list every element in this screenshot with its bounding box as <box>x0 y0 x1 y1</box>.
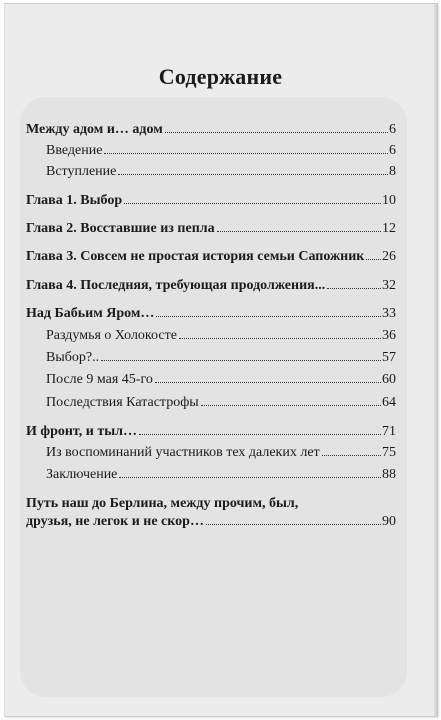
leader-dots <box>179 338 381 339</box>
leader-dots <box>322 455 381 456</box>
leader-dots <box>139 434 381 435</box>
toc-entry <box>46 163 396 180</box>
toc-entry-page: 10 <box>382 193 396 208</box>
toc-entry-page: 90 <box>382 514 396 529</box>
toc-entry-label: После 9 мая 45-го <box>46 372 153 387</box>
toc-entry-label: Глава 3. Совсем не простая история семьи Сапожник <box>26 249 365 264</box>
leader-dots <box>118 174 388 175</box>
toc-entry-page: 57 <box>382 350 396 365</box>
leader-dots <box>327 288 381 289</box>
toc-entry-page: 33 <box>382 306 396 321</box>
leader-dots <box>201 405 381 406</box>
toc-entry <box>26 305 396 322</box>
toc-entry-label: Последствия Катастрофы <box>46 395 199 410</box>
leader-dots <box>206 524 381 525</box>
toc-entry <box>26 494 396 530</box>
leader-dots <box>366 259 381 260</box>
toc-entry-label: Глава 4. Последняя, требующая продолжения... <box>26 278 326 293</box>
leader-dots <box>155 382 381 383</box>
toc-entry <box>26 121 396 138</box>
toc-entry-page: 60 <box>382 372 396 387</box>
toc-entry-label: Раздумья о Холокосте <box>46 328 177 343</box>
toc-entry-label: Над Бабьим Яром… <box>26 306 155 321</box>
leader-dots <box>165 132 388 133</box>
leader-dots <box>156 316 381 317</box>
toc-entry-page: 12 <box>382 221 396 236</box>
toc-entry <box>46 371 396 388</box>
page-title: Содержание <box>158 64 283 89</box>
toc-entry-page: 6 <box>389 143 396 158</box>
toc-entry-page: 71 <box>382 424 396 439</box>
toc-entry-page: 6 <box>389 122 396 137</box>
toc-entry-label: Заключение <box>46 467 118 482</box>
toc-entry <box>46 349 396 366</box>
toc-entry <box>26 277 396 294</box>
toc-entry-page: 75 <box>382 445 396 460</box>
toc-entry <box>46 142 396 159</box>
toc-entry <box>26 192 396 209</box>
toc-entry-page: 32 <box>382 278 396 293</box>
toc-entry <box>46 444 396 461</box>
toc-entry-label: Глава 1. Выбор <box>26 193 123 208</box>
leader-dots <box>124 203 381 204</box>
toc-entry-label: Между адом и… адом <box>26 122 163 137</box>
toc-entry-page: 36 <box>382 328 396 343</box>
toc-entry <box>26 248 396 265</box>
toc-entry-label: Вступление <box>46 164 117 179</box>
toc-entry-label-line1: Путь наш до Берлина, между прочим, был, <box>26 496 299 511</box>
toc-entry-label: Введение <box>46 143 103 158</box>
toc-entry-label: Выбор?.. <box>46 350 100 365</box>
toc-entry <box>26 423 396 440</box>
toc-entry-label-line2: друзья, не легок и не скор… <box>26 514 204 529</box>
toc-entry-label: Глава 2. Восставшие из пепла <box>26 221 215 236</box>
toc-entry <box>26 220 396 237</box>
toc-entry <box>46 394 396 411</box>
toc-entry <box>46 327 396 344</box>
toc-entry-label: И фронт, и тыл… <box>26 424 137 439</box>
toc-entry-page: 64 <box>382 395 396 410</box>
leader-dots <box>101 360 381 361</box>
leader-dots <box>104 153 388 154</box>
toc-entry-label: Из воспоминаний участников тех далеких лет <box>46 445 320 460</box>
toc-entry-page: 8 <box>389 164 396 179</box>
toc-entry-page: 88 <box>382 467 396 482</box>
leader-dots <box>119 477 381 478</box>
toc-entry-page: 26 <box>382 249 396 264</box>
toc-entry <box>46 466 396 483</box>
leader-dots <box>217 231 381 232</box>
